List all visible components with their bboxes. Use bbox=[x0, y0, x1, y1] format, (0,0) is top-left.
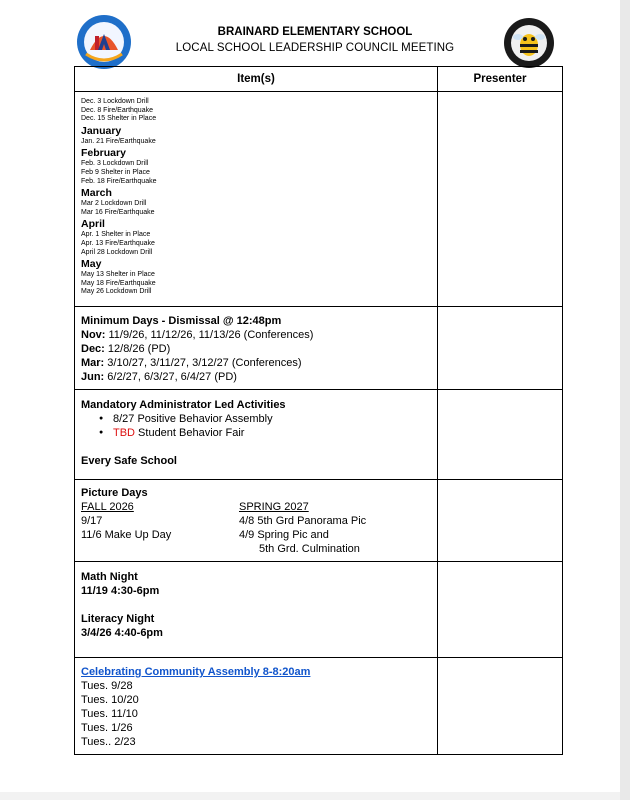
mandatory-activities-cell bbox=[75, 390, 438, 480]
presenter-column-header: Presenter bbox=[438, 67, 563, 92]
list-item: April 28 Lockdown Drill bbox=[81, 248, 153, 256]
mandatory-title: Mandatory Administrator Led Activities bbox=[81, 399, 286, 411]
list-item: Apr. 1 Shelter in Place bbox=[81, 231, 151, 239]
picture-days-title: Picture Days bbox=[81, 487, 148, 499]
list-item: Dec. 3 Lockdown Drill bbox=[81, 98, 149, 105]
mandatory-list bbox=[81, 412, 431, 440]
school-name: BRAINARD ELEMENTARY SCHOOL bbox=[217, 26, 413, 38]
drills-cell bbox=[75, 92, 438, 307]
list-item: Jan. 21 Fire/Earthquake bbox=[81, 137, 156, 145]
list-item: May 26 Lockdown Drill bbox=[81, 288, 152, 296]
row-text: 11/9/26, 11/12/26, 11/13/26 (Conferences) bbox=[105, 329, 314, 341]
meeting-title: LOCAL SCHOOL LEADERSHIP COUNCIL MEETING bbox=[175, 42, 455, 54]
list-item: Feb. 3 Lockdown Drill bbox=[81, 160, 149, 168]
list-item: Tues. 9/28 bbox=[81, 680, 133, 692]
list-item: Dec. 8 Fire/Earthquake bbox=[81, 106, 153, 114]
list-item: Tues. 1/26 bbox=[81, 722, 133, 734]
month-heading: February bbox=[81, 147, 126, 160]
list-item: May 18 Fire/Earthquake bbox=[81, 279, 156, 287]
row-text: 6/2/27, 6/3/27, 6/4/27 (PD) bbox=[104, 371, 237, 383]
assembly-link[interactable]: Celebrating Community Assembly 8-8:20am bbox=[81, 666, 311, 678]
table-header-row bbox=[75, 67, 563, 92]
list-item: Tues. 11/10 bbox=[81, 708, 138, 720]
table-row bbox=[75, 658, 563, 755]
list-item: 4/9 Spring Pic and bbox=[239, 529, 329, 541]
list-item: Tues.. 2/23 bbox=[81, 736, 136, 748]
row-text: 12/8/26 (PD) bbox=[104, 343, 171, 355]
row-label: Jun: bbox=[81, 371, 105, 383]
list-item bbox=[99, 426, 431, 440]
list-item: Tues. 10/20 bbox=[81, 694, 139, 706]
list-item: ● 8/27 Positive Behavior Assembly bbox=[99, 412, 431, 426]
list-item: 4/8 5th Grd Panorama Pic bbox=[239, 515, 367, 527]
math-night-time: 11/19 4:30-6pm bbox=[81, 585, 160, 597]
table-row bbox=[75, 562, 563, 658]
math-night-title: Math Night bbox=[81, 571, 138, 583]
presenter-cell bbox=[438, 92, 563, 307]
list-item: May 13 Shelter in Place bbox=[81, 271, 155, 279]
assembly-cell bbox=[75, 658, 438, 755]
presenter-cell bbox=[438, 562, 563, 658]
list-item: Feb 9 Shelter in Place bbox=[81, 168, 150, 176]
agenda-table bbox=[74, 66, 563, 755]
list-item: Mar 16 Fire/Earthquake bbox=[81, 208, 155, 216]
presenter-cell bbox=[438, 307, 563, 390]
month-heading: March bbox=[81, 187, 112, 200]
table-row bbox=[75, 92, 563, 307]
spring-label: SPRING 2027 bbox=[239, 501, 309, 513]
minimum-days-cell bbox=[75, 307, 438, 390]
item-text: Student Behavior Fair bbox=[135, 427, 245, 439]
tbd-label: TBD bbox=[113, 427, 135, 439]
literacy-night-title: Literacy Night bbox=[81, 613, 155, 625]
every-safe-school: Every Safe School bbox=[81, 455, 177, 467]
presenter-cell bbox=[438, 390, 563, 480]
row-label: Nov: bbox=[81, 329, 106, 341]
table-row bbox=[75, 390, 563, 480]
table-row bbox=[75, 480, 563, 562]
items-column-header: Item(s) bbox=[75, 67, 438, 92]
nights-cell bbox=[75, 562, 438, 658]
picture-days-cell bbox=[75, 480, 438, 562]
row-label: Mar: bbox=[81, 357, 105, 369]
month-heading: January bbox=[81, 124, 122, 137]
table-row bbox=[75, 307, 563, 390]
list-item: 9/17 bbox=[81, 515, 103, 527]
literacy-night-time: 3/4/26 4:40-6pm bbox=[81, 627, 163, 639]
list-item: Apr. 13 Fire/Earthquake bbox=[81, 239, 155, 247]
list-item: 5th Grd. Culmination bbox=[259, 543, 360, 555]
page-edge bbox=[620, 0, 630, 800]
list-item: Mar 2 Lockdown Drill bbox=[81, 200, 147, 208]
row-text: 3/10/27, 3/11/27, 3/12/27 (Conferences) bbox=[104, 357, 302, 369]
row-label: Dec: bbox=[81, 343, 105, 355]
month-heading: May bbox=[81, 258, 102, 271]
minimum-days-title: Minimum Days - Dismissal @ 12:48pm bbox=[81, 315, 282, 327]
list-item: Feb. 18 Fire/Earthquake bbox=[81, 177, 157, 185]
month-heading: April bbox=[81, 218, 105, 231]
presenter-cell bbox=[438, 480, 563, 562]
list-item: Dec. 15 Shelter in Place bbox=[81, 115, 157, 123]
list-item: 11/6 Make Up Day bbox=[81, 529, 172, 541]
presenter-cell bbox=[438, 658, 563, 755]
fall-label: FALL 2026 bbox=[81, 501, 134, 513]
